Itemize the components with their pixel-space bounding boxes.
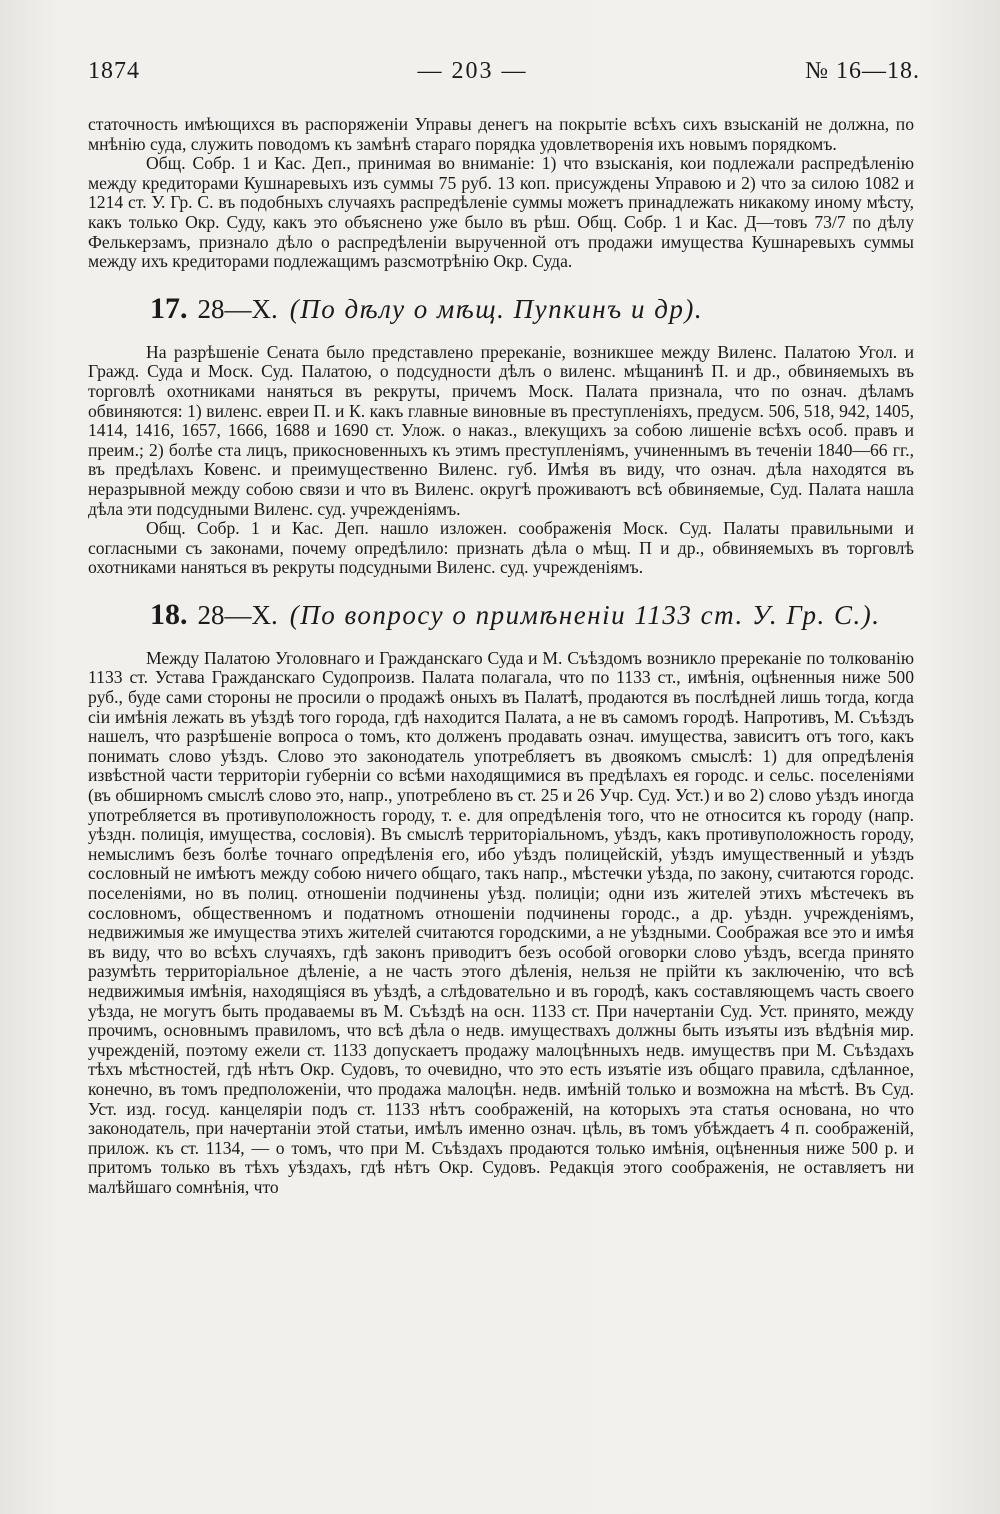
section-18-paragraph-1: Между Палатою Уголовнаго и Гражданскаго Суда и М. Съѣздомъ возникло пререканіе по толкованію 1133 ст. Устава Гражданскаго Судопроизв. Палата полагала, что по 1133 ст., имѣнія, оцѣненныя ниже 500 руб., буде сами стороны не просили о продажѣ оныхъ въ Палатѣ, продаются въ послѣдней лишь тогда, когда сіи имѣнія лежать въ уѣздѣ того города, гдѣ находится Палата, а не въ самомъ городѣ. Напротивъ, М. Съѣздъ нашелъ, что разрѣшеніе вопроса о томъ, кто долженъ продавать означ. имущества, зависитъ отъ того, какъ понимать слово уѣздъ. Слово это законодатель употребляетъ въ двоякомъ смыслѣ: 1) для опредѣленія извѣстной части территоріи губерніи со всѣми находящимися въ предѣлахъ ея городс. и сельс. поселеніями (въ обширномъ смыслѣ слово это, напр., употреблено въ ст. 25 и 26 Учр. Суд. Уст.) и во 2) слово уѣздъ иногда употребляется въ противуположность городу, т. е. для опредѣленія того, что не относится къ городу (напр. уѣздн. полиція, имущества, сословія). Въ смыслѣ территоріальномъ, уѣздъ, какъ противуположность городу, немыслимъ безъ болѣе точнаго опредѣленія его, ибо уѣздъ полицейскій, уѣздъ имущественный и уѣздъ сословный не имѣютъ между собою ничего общаго, такъ напр., мѣстечки уѣзда, по закону, считаются городс. поселеніями, но въ полиц. отношеніи подчинены уѣзд. полиціи; одни изъ жителей этихъ мѣстечекъ въ сословномъ, общественномъ и податномъ отношеніи подчинены городс., а др. уѣздн. учрежденіямъ, недвижимыя же имущества этихъ жителей считаются городскими, а не уѣздными. Соображая все это и имѣя въ виду, что во всѣхъ случаяхъ, гдѣ законъ приводитъ безъ особой оговорки слово уѣздъ, всегда принято разумѣть территоріальное дѣленіе, а не часть этого дѣленія, нельзя не прійти къ заключенію, что всѣ недвижимыя имѣнія, находящіяся въ уѣздѣ, а слѣдовательно и въ городѣ, какъ составляющемъ часть своего уѣзда, не могутъ быть продаваемы въ М. Съѣздѣ на осн. 1133 ст. При начертаніи Суд. Уст. принято, между прочимъ, основнымъ правиломъ, что всѣ дѣла о недв. имуществахъ должны быть изъяты изъ вѣдѣнія мир. учрежденій, поэтому ежели ст. 1133 допускаетъ продажу малоцѣнныхъ недв. имуществъ при М. Съѣздахъ тѣхъ мѣстностей, гдѣ нѣтъ Окр. Судовъ, то очевидно, что это есть изъятіе изъ общаго правила, сдѣланное, конечно, въ томъ предположеніи, что продажа малоцѣн. недв. имѣній только и возможна на мѣстѣ. Въ Суд. Уст. изд. госуд. канцеляріи подъ ст. 1133 нѣтъ соображеній, на которыхъ эта статья основана, но что законодатель, при начертаніи этой статьи, имѣлъ именно означ. цѣль, въ томъ убѣждаетъ 4 п. соображеній, прилож. къ ст. 1134, — о томъ, что при М. Съѣздахъ продаются только имѣнія, оцѣненныя ниже 500 р. и притомъ только въ тѣхъ уѣздахъ, гдѣ нѣтъ Окр. Судовъ. Редакція этого соображенія, не оставляетъ ни малѣйшаго сомнѣнія, что: [88, 647, 914, 1197]
section-18-date: 28—X.: [197, 599, 278, 630]
page-number: — 203 —: [417, 58, 528, 84]
section-18-number: 18.: [150, 597, 188, 631]
section-17-paragraph-2: Общ. Собр. 1 и Кас. Деп. нашло изложен. соображенія Моск. Суд. Палаты правильными и согласными съ законами, почему опредѣлило: признать дѣла о мѣщ. П и др., обвиняемыхъ въ торговлѣ охотниками наняться въ рекруты подсудными Виленс. суд. учрежденіямъ.: [88, 518, 914, 578]
intro-paragraph-2: Общ. Собр. 1 и Кас. Деп., принимая во вниманіе: 1) что взысканія, кои подлежали распредѣленію между кредиторами Кушнаревыхъ изъ суммы 75 руб. 13 коп. присуждены Управою и 2) что за силою 1082 и 1214 ст. У. Гр. С. въ подобныхъ случаяхъ распредѣленіе суммы можетъ принадлежать никакому иному мѣсту, какъ только Окр. Суду, какъ это объяснено уже было въ рѣш. Общ. Собр. 1 и Кас. Д—товъ 73/7 по дѣлу Фелькерзамъ, признало дѣло о распредѣленіи вырученной отъ продажи имущества Кушнаревыхъ суммы между ихъ кредиторами подлежащимъ разсмотрѣнію Окр. Суда.: [88, 153, 914, 272]
header-year: 1874: [88, 58, 140, 84]
section-18-heading: [150, 598, 914, 632]
intro-paragraph-1: статочность имѣющихся въ распоряженіи Управы денегъ на покрытіе всѣхъ сихъ взысканій не должна, по мнѣнію суда, служить поводомъ къ замѣнѣ стараго порядка удовлетворенія ихъ новымъ порядкомъ.: [88, 114, 914, 154]
page-header: [88, 58, 920, 85]
section-17-date: 28—X.: [197, 293, 278, 324]
section-18-title: (По вопросу о примѣненіи 1133 ст. У. Гр. С.).: [289, 599, 881, 630]
issue-number: № 16—18.: [805, 58, 920, 84]
section-17-paragraph-1: На разрѣшеніе Сената было представлено пререканіе, возникшее между Виленс. Палатою Угол. и Гражд. Суда и Моск. Суд. Палатою, о подсудности дѣлъ о виленс. мѣщанинѣ П. и др., обвиняемыхъ въ торговлѣ охотниками наняться въ рекруты, причемъ Моск. Палата признала, что по означ. дѣламъ обвиняются: 1) виленс. евреи П. и К. какъ главные виновные въ преступленіяхъ, предусм. 506, 518, 942, 1405, 1414, 1416, 1657, 1666, 1688 и 1690 ст. Улож. о наказ., влекущихъ за собою лишеніе всѣхъ особ. правъ и преим.; 2) болѣе ста лицъ, прикосновенныхъ къ этимъ преступленіямъ, учиненнымъ въ теченіи 1840—66 гг., въ предѣлахъ Ковенс. и преимущественно Виленс. губ. Имѣя въ виду, что означ. дѣла находятся въ неразрывной между собою связи и что въ Виленс. округѣ проживаютъ всѣ обвиняемые, Суд. Палата нашла дѣла эти подсудными Виленс. суд. учрежденіямъ.: [88, 341, 914, 519]
section-17-heading: [150, 292, 914, 326]
section-17-number: 17.: [150, 291, 188, 325]
section-17-title: (По дѣлу о мѣщ. Пупкинъ и др).: [289, 293, 704, 324]
